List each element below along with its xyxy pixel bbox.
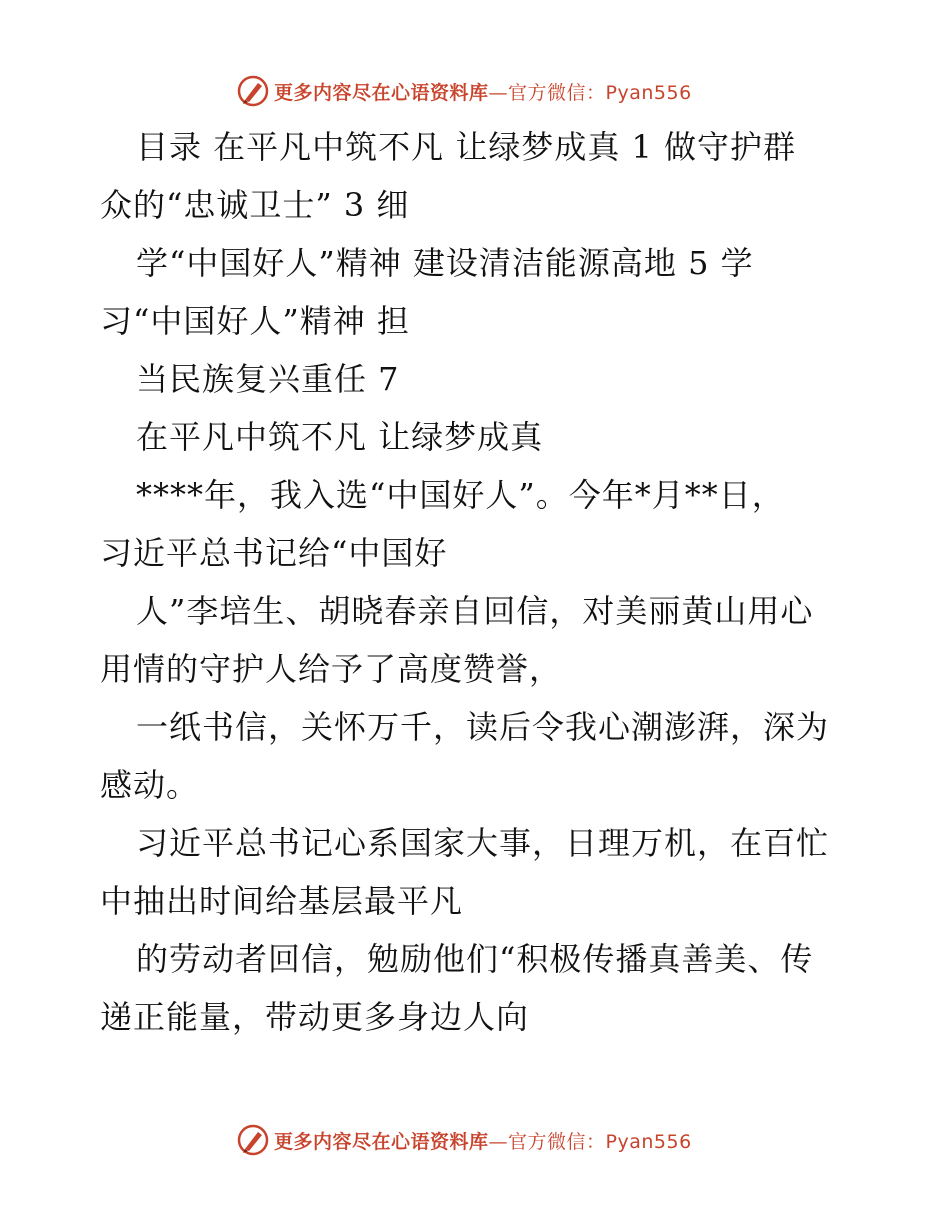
- document-body: [100, 118, 860, 1046]
- text-line: ****年，我入选“中国好人”。今年*月**日，: [136, 476, 785, 514]
- text-line: 目录 在平凡中筑不凡 让绿梦成真 1 做守护群: [136, 128, 797, 166]
- text-line: 学“中国好人”精神 建设清洁能源高地 5 学: [136, 244, 754, 282]
- text-line: 当民族复兴重任 7: [136, 360, 400, 398]
- brush-pen-icon: [236, 74, 270, 108]
- text-line: 中抽出时间给基层最平凡: [100, 882, 464, 920]
- text-line: 一纸书信，关怀万千，读后令我心潮澎湃，深为: [136, 708, 830, 746]
- watermark-wechat-id: Pyan556: [605, 1130, 692, 1153]
- footer-watermark: [236, 1122, 692, 1158]
- text-line: 人”李培生、胡晓春亲自回信，对美丽黄山用心: [136, 592, 814, 630]
- text-line: 习近平总书记给“中国好: [100, 534, 448, 572]
- brush-pen-icon: [236, 1123, 270, 1157]
- header-watermark: [236, 73, 692, 109]
- text-line: 递正能量，带动更多身边人向: [100, 998, 530, 1036]
- watermark-wechat-id: Pyan556: [605, 81, 692, 104]
- watermark-separator-text: —官方微信：: [488, 81, 606, 104]
- watermark-main-text: 更多内容尽在心语资料库: [274, 1130, 489, 1153]
- text-line: 习“中国好人”精神 担: [100, 302, 410, 340]
- watermark-main-text: 更多内容尽在心语资料库: [274, 81, 489, 104]
- text-line: 用情的守护人给予了高度赞誉，: [100, 650, 563, 688]
- watermark-separator-text: —官方微信：: [488, 1130, 606, 1153]
- text-line: 习近平总书记心系国家大事，日理万机，在百忙: [136, 824, 830, 862]
- text-line: 感动。: [100, 766, 200, 804]
- text-line: 众的“忠诚卫士” 3 细: [100, 186, 410, 224]
- section-heading: 在平凡中筑不凡 让绿梦成真: [136, 418, 544, 456]
- text-line: 的劳动者回信，勉励他们“积极传播真善美、传: [136, 940, 814, 978]
